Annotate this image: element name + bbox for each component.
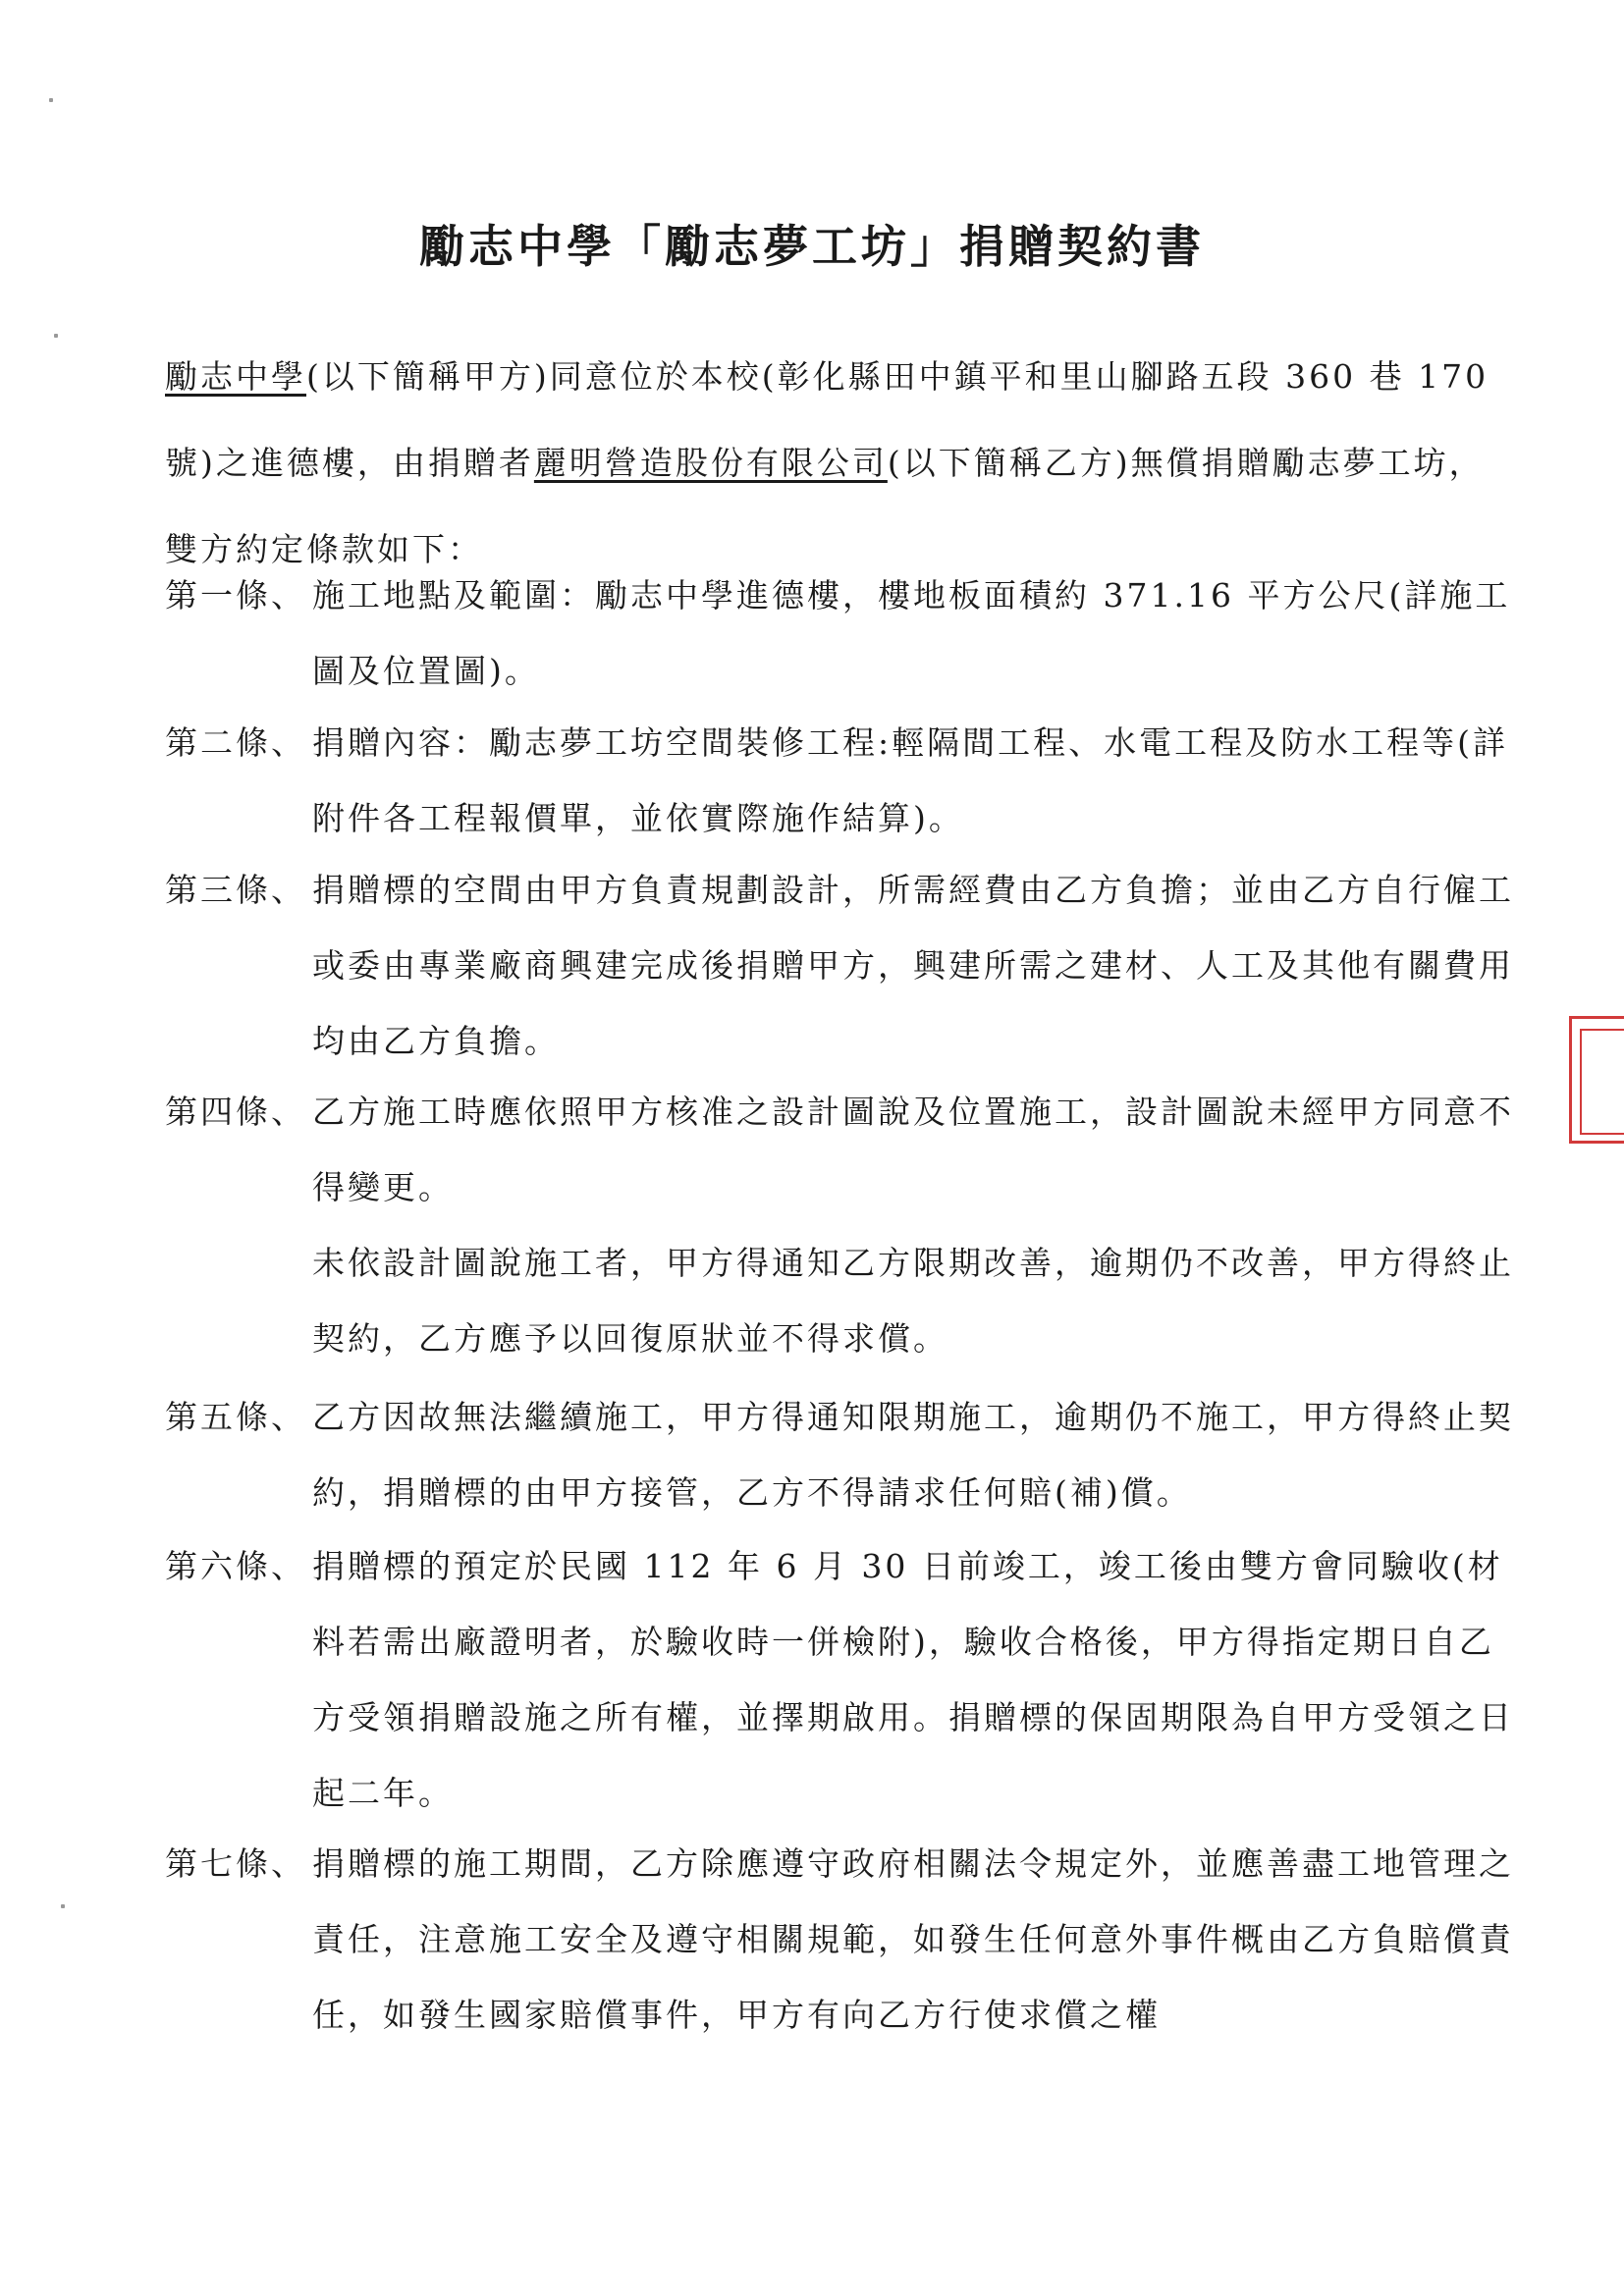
article-label: 第一條、 xyxy=(165,576,306,614)
article-text: 施工地點及範圍：勵志中學進德樓，樓地板面積約 371.16 平方公尺(詳施工圖及位置圖)。 xyxy=(312,576,1511,690)
scan-speck xyxy=(54,334,58,338)
article-text: 乙方施工時應依照甲方核准之設計圖說及位置施工，設計圖說未經甲方同意不得變更。 xyxy=(312,1093,1514,1206)
article-7 xyxy=(165,1826,1520,2053)
article-label: 第三條、 xyxy=(165,871,306,909)
seal-stamp-inner xyxy=(1580,1029,1624,1135)
article-1 xyxy=(165,558,1520,709)
party-b-name: 麗明營造股份有限公司 xyxy=(533,444,888,482)
intro-text-1: (以下簡稱甲方)同意位於本校(彰化縣田中鎮平和里山腳路五段 360 巷 170 號)之進德樓，由捐贈者 xyxy=(165,357,1489,482)
article-4 xyxy=(165,1074,1520,1376)
article-label: 第二條、 xyxy=(165,723,306,762)
article-3 xyxy=(165,852,1520,1079)
seal-stamp xyxy=(1569,1016,1624,1144)
article-label: 第六條、 xyxy=(165,1547,306,1585)
article-text: 捐贈標的空間由甲方負責規劃設計，所需經費由乙方負擔；並由乙方自行僱工或委由專業廠商興建完成後捐贈甲方，興建所需之建材、人工及其他有關費用均由乙方負擔。 xyxy=(312,871,1514,1060)
article-text: 捐贈內容：勵志夢工坊空間裝修工程:輕隔間工程、水電工程及防水工程等(詳附件各工程報價單，並依實際施作結算)。 xyxy=(312,723,1508,837)
article-label: 第五條、 xyxy=(165,1398,306,1436)
article-5 xyxy=(165,1379,1520,1530)
article-text: 捐贈標的施工期間，乙方除應遵守政府相關法令規定外，並應善盡工地管理之責任，注意施工安全及遵守相關規範，如發生任何意外事件概由乙方負賠償責任，如發生國家賠償事件，甲方有向乙方行使求償之權 xyxy=(312,1844,1514,2034)
article-label: 第四條、 xyxy=(165,1093,306,1131)
article-text: 捐贈標的預定於民國 112 年 6 月 30 日前竣工，竣工後由雙方會同驗收(材料若需出廠證明者，於驗收時一併檢附)，驗收合格後，甲方得指定期日自乙方受領捐贈設施之所有權，並擇期啟用。捐贈標的保固期限為自甲方受領之日起二年。 xyxy=(312,1547,1514,1812)
party-a-name: 勵志中學 xyxy=(165,357,306,396)
article-2 xyxy=(165,705,1520,856)
intro-paragraph xyxy=(165,334,1510,593)
article-label: 第七條、 xyxy=(165,1844,306,1883)
article-continuation: 未依設計圖說施工者，甲方得通知乙方限期改善，逾期仍不改善，甲方得終止契約，乙方應予以回復原狀並不得求償。 xyxy=(312,1244,1514,1358)
scan-speck xyxy=(61,1904,65,1908)
scan-speck xyxy=(49,98,53,102)
document-title: 勵志中學「勵志夢工坊」捐贈契約書 xyxy=(419,220,1205,273)
intro-text-2: (以下簡稱乙方)無償捐贈勵志夢工坊，雙方約定條款如下： xyxy=(165,444,1485,568)
article-text: 乙方因故無法繼續施工，甲方得通知限期施工，逾期仍不施工，甲方得終止契約，捐贈標的由甲方接管，乙方不得請求任何賠(補)償。 xyxy=(312,1398,1514,1512)
article-6 xyxy=(165,1528,1520,1831)
